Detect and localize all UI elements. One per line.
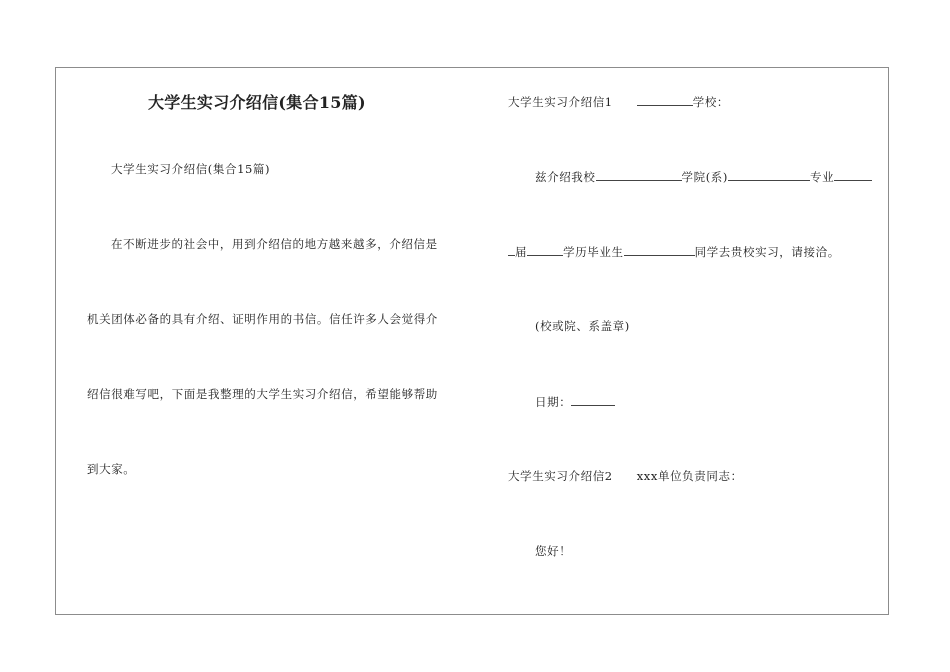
college-blank xyxy=(596,168,682,181)
date-label: 日期： xyxy=(535,395,572,409)
subtitle: 大学生实习介绍信(集合15篇) xyxy=(111,162,271,176)
intro-line-4: 到大家。 xyxy=(87,462,136,476)
letter2-heading: 大学生实习介绍信2 xyxy=(508,469,613,483)
letter1-intro-row xyxy=(535,168,872,185)
page-frame xyxy=(55,67,889,615)
intro-line-3: 绍信很难写吧，下面是我整理的大学生实习介绍信，希望能够帮助 xyxy=(87,387,438,401)
letter2-addressee: xxx单位负责同志： xyxy=(636,469,743,483)
college-label: 学院(系) xyxy=(681,170,728,184)
school-blank xyxy=(637,93,693,106)
name-blank xyxy=(624,243,695,256)
graduate-label: 学历毕业生 xyxy=(563,245,624,259)
major-blank xyxy=(728,168,810,181)
letter1-heading-row xyxy=(508,93,729,110)
year-label: 届 xyxy=(515,245,528,259)
stamp-note: (校或院、系盖章) xyxy=(535,319,630,333)
date-blank xyxy=(571,393,615,406)
letter1-year-row xyxy=(508,243,840,260)
leading-blank xyxy=(508,243,515,256)
trailing-blank xyxy=(834,168,872,181)
date-row xyxy=(535,393,615,410)
document-title: 大学生实习介绍信(集合15篇) xyxy=(148,93,366,112)
intro-line-1: 在不断进步的社会中，用到介绍信的地方越来越多，介绍信是 xyxy=(111,237,438,251)
intro-label: 兹介绍我校 xyxy=(535,170,596,184)
letter1-heading: 大学生实习介绍信1 xyxy=(508,95,613,109)
intro-line-2: 机关团体必备的具有介绍、证明作用的书信。信任许多人会觉得介 xyxy=(87,312,438,326)
contact-text: 同学去贵校实习，请接洽。 xyxy=(694,245,840,259)
letter2-greeting: 您好！ xyxy=(535,544,572,558)
letter2-heading-row xyxy=(508,468,743,484)
degree-blank xyxy=(527,243,563,256)
major-label: 专业 xyxy=(809,170,835,184)
school-label: 学校： xyxy=(692,95,730,109)
